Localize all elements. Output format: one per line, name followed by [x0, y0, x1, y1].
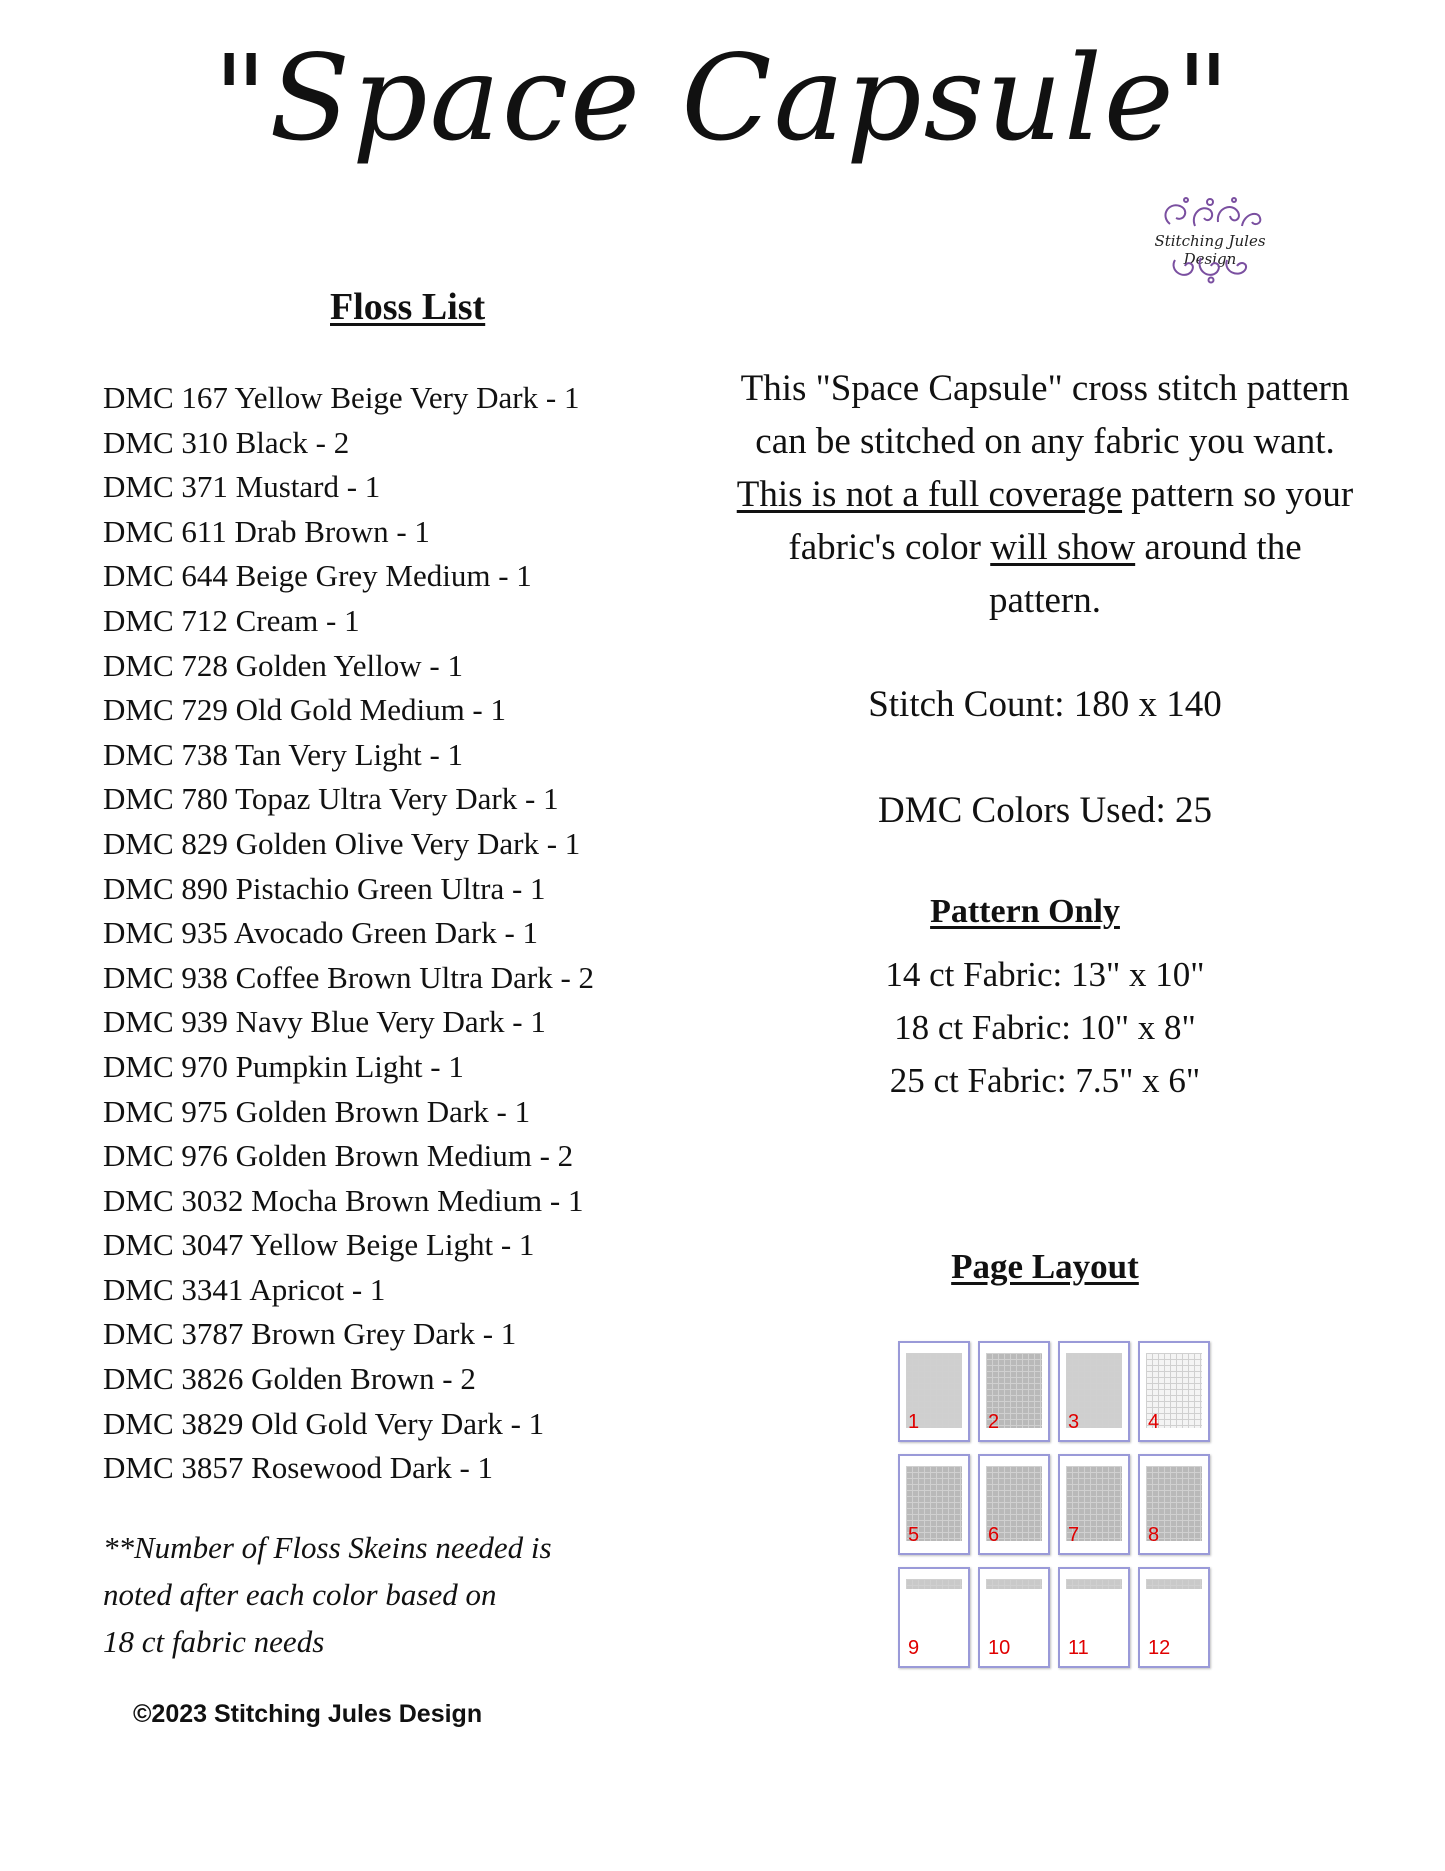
swirl-ornament-icon	[1165, 254, 1255, 284]
page-number: 9	[908, 1637, 920, 1659]
page-number: 8	[1148, 1524, 1160, 1546]
fabric-size-item: 14 ct Fabric: 13" x 10"	[885, 955, 1205, 994]
floss-item: DMC 939 Navy Blue Very Dark - 1	[103, 1004, 546, 1040]
stitch-count: Stitch Count: 180 x 140	[868, 684, 1222, 725]
page-number: 6	[988, 1524, 1000, 1546]
floss-list	[103, 376, 594, 1491]
floss-item: DMC 3032 Mocha Brown Medium - 1	[103, 1182, 584, 1218]
floss-item: DMC 935 Avocado Green Dark - 1	[103, 915, 539, 951]
fabric-size-item: 25 ct Fabric: 7.5" x 6"	[889, 1061, 1201, 1100]
floss-item: DMC 780 Topaz Ultra Very Dark - 1	[103, 781, 559, 817]
fabric-size-item: 18 ct Fabric: 10" x 8"	[894, 1008, 1196, 1047]
page-number: 7	[1068, 1524, 1080, 1546]
page-thumbnail	[978, 1341, 1050, 1442]
floss-item: DMC 890 Pistachio Green Ultra - 1	[103, 870, 546, 906]
floss-item: DMC 738 Tan Very Light - 1	[103, 736, 464, 772]
page-thumbnail	[978, 1567, 1050, 1668]
copyright-notice: ©2023 Stitching Jules Design	[133, 1700, 483, 1728]
floss-item: DMC 644 Beige Grey Medium - 1	[103, 558, 532, 594]
fabric-size-list	[730, 948, 1360, 1107]
chart-preview	[906, 1579, 962, 1589]
floss-item: DMC 371 Mustard - 1	[103, 469, 381, 505]
floss-item: DMC 167 Yellow Beige Very Dark - 1	[103, 380, 580, 415]
floss-item: DMC 712 Cream - 1	[103, 602, 360, 638]
chart-preview	[1066, 1579, 1122, 1589]
pattern-only-heading: Pattern Only	[930, 893, 1120, 930]
page-number: 1	[908, 1411, 920, 1433]
floss-item: DMC 938 Coffee Brown Ultra Dark - 2	[103, 959, 595, 995]
floss-item: DMC 970 Pumpkin Light - 1	[103, 1048, 464, 1084]
floss-item: DMC 729 Old Gold Medium - 1	[103, 692, 506, 728]
page-number: 12	[1148, 1637, 1171, 1659]
page-number: 10	[988, 1637, 1011, 1659]
skein-note-line: **Number of Floss Skeins needed is	[103, 1530, 552, 1565]
page-number: 3	[1068, 1411, 1080, 1433]
description-text: around the pattern.	[989, 527, 1302, 621]
floss-item: DMC 3341 Apricot - 1	[103, 1271, 386, 1307]
page-number: 11	[1068, 1637, 1089, 1659]
floss-item: DMC 611 Drab Brown - 1	[103, 513, 430, 549]
description-emphasis: This is not a full coverage	[736, 474, 1123, 515]
page-thumbnail	[898, 1567, 970, 1668]
floss-item: DMC 310 Black - 2	[103, 424, 350, 460]
page-number: 4	[1148, 1411, 1160, 1433]
floss-item: DMC 3047 Yellow Beige Light - 1	[103, 1227, 535, 1263]
floss-item: DMC 3857 Rosewood Dark - 1	[103, 1450, 494, 1486]
description-emphasis: will show	[990, 527, 1136, 568]
page-thumbnail	[1058, 1567, 1130, 1668]
floss-item: DMC 3829 Old Gold Very Dark - 1	[103, 1405, 545, 1441]
skein-note	[103, 1524, 552, 1665]
page-thumbnail	[898, 1341, 970, 1442]
page-thumbnail	[1138, 1341, 1210, 1442]
description-text: This "Space Capsule" cross stitch pattern can be stitched on any fabric you want.	[740, 368, 1350, 462]
page-number: 5	[908, 1524, 920, 1546]
page-thumbnail	[1138, 1567, 1210, 1668]
page-layout-grid	[898, 1341, 1210, 1668]
floss-item: DMC 975 Golden Brown Dark - 1	[103, 1093, 531, 1129]
skein-note-line: 18 ct fabric needs	[103, 1624, 325, 1659]
chart-preview	[986, 1579, 1042, 1589]
page-thumbnail	[978, 1454, 1050, 1555]
floss-list-heading: Floss List	[330, 286, 486, 328]
floss-item: DMC 3826 Golden Brown - 2	[103, 1361, 476, 1397]
skein-note-line: noted after each color based on	[103, 1577, 497, 1612]
logo-text: Stitching Jules Design	[1154, 232, 1266, 268]
floss-item: DMC 728 Golden Yellow - 1	[103, 647, 463, 683]
colors-used: DMC Colors Used: 25	[877, 790, 1213, 831]
pattern-description	[730, 362, 1360, 627]
document-title: "Space Capsule"	[213, 29, 1232, 167]
page-number: 2	[988, 1411, 1000, 1433]
swirl-ornament-icon	[1150, 196, 1270, 232]
page-thumbnail	[898, 1454, 970, 1555]
page-thumbnail	[1058, 1341, 1130, 1442]
page-thumbnail	[1058, 1454, 1130, 1555]
brand-logo	[1130, 196, 1290, 291]
page-layout-heading: Page Layout	[951, 1247, 1139, 1286]
description-text: pattern so your fabric's color	[788, 474, 1354, 568]
chart-preview	[1146, 1579, 1202, 1589]
floss-item: DMC 976 Golden Brown Medium - 2	[103, 1138, 574, 1174]
floss-item: DMC 829 Golden Olive Very Dark - 1	[103, 825, 581, 861]
floss-item: DMC 3787 Brown Grey Dark - 1	[103, 1316, 517, 1352]
page-thumbnail	[1138, 1454, 1210, 1555]
